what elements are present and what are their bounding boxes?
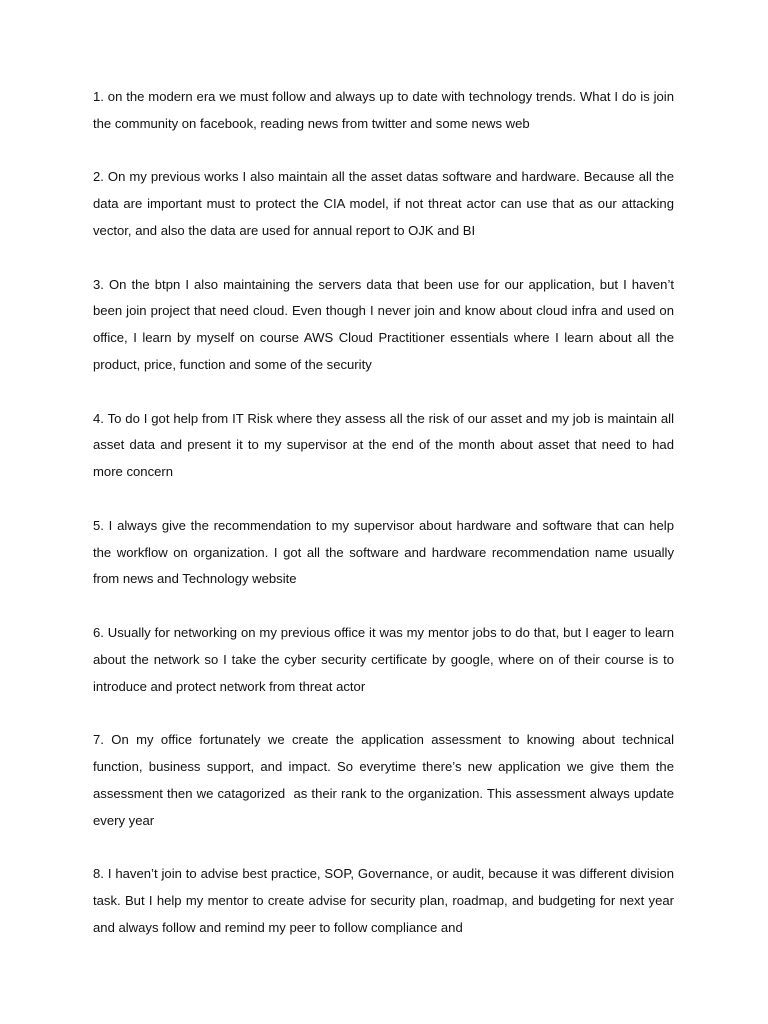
- paragraph-text: 3. On the btpn I also maintaining the servers data that been use for our application, but I haven’t been join project that need cloud. Even though I never join and know about cloud infra and used on office, I learn by myself on course AWS Cloud Practitioner essentials where I learn about all the product, price, function and some of the security: [93, 276, 678, 372]
- paragraph-text: 1. on the modern era we must follow and always up to date with technology trends. What I do is join the community on facebook, reading news from twitter and some news web: [93, 89, 678, 131]
- paragraph-text: 6. Usually for networking on my previous office it was my mentor jobs to do that, but I eager to learn about the network so I take the cyber security certificate by google, where on of their course is to introduce and protect network from threat actor: [93, 624, 678, 694]
- paragraph-7: [93, 727, 678, 834]
- document-body: [93, 84, 678, 968]
- paragraph-5: [93, 513, 678, 593]
- paragraph-2: [93, 164, 678, 244]
- paragraph-4: [93, 406, 678, 486]
- paragraph-6: [93, 620, 678, 700]
- paragraph-text: 2. On my previous works I also maintain all the asset datas software and hardware. Because all the data are important must to protect the CIA model, if not threat actor can use that as our attacking vector, and also the data are used for annual report to OJK and BI: [93, 169, 678, 238]
- paragraph-3: [93, 272, 678, 379]
- paragraph-8: [93, 861, 678, 941]
- paragraph-text: 4. To do I got help from IT Risk where they assess all the risk of our asset and my job is maintain all asset data and present it to my supervisor at the end of the month about asset that need to had more concern: [93, 410, 678, 480]
- paragraph-text: 8. I haven’t join to advise best practice, SOP, Governance, or audit, because it was different division task. But I help my mentor to create advise for security plan, roadmap, and budgeting for next year and always follow and remind my peer to follow compliance and: [93, 866, 678, 935]
- paragraph-text: 5. I always give the recommendation to my supervisor about hardware and software that can help the workflow on organization. I got all the software and hardware recommendation name usually from news and Technology website: [93, 517, 678, 587]
- paragraph-text: 7. On my office fortunately we create the application assessment to knowing about technical function, business support, and impact. So everytime there’s new application we give them the assessment then we catagorized as their rank to the organization. This assessment always update every year: [93, 732, 678, 828]
- paragraph-1: [93, 84, 678, 138]
